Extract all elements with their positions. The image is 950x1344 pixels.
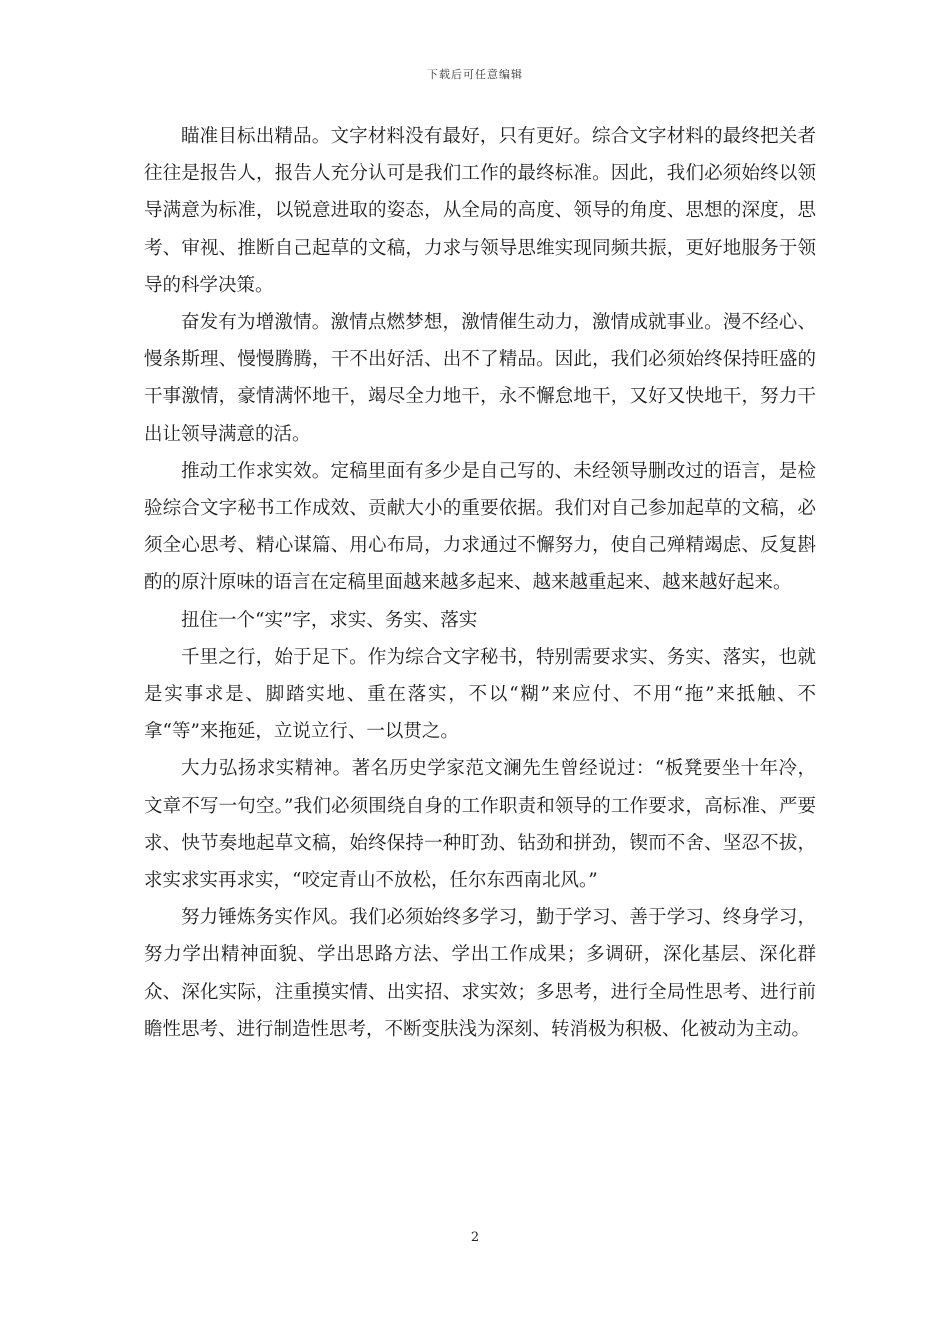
- page-header: 下载后可任意编辑: [427, 68, 523, 81]
- paragraph-journey: 千里之行，始于足下。作为综合文字秘书，特别需要求实、务实、落实，也就是实事求是、脚踏实地、重在落实，不以“糊”来应付、不用“拖”来抵触、不拿“等”来拖延，立说立行、一以贯之。: [144, 646, 816, 743]
- paragraph-style: 努力锤炼务实作风。我们必须始终多学习，勤于学习、善于学习、终身学习，努力学出精神面貌、学出思路方法、学出工作成果；多调研，深化基层、深化群众、深化实际，注重摸实情、出实招、求实效；多思考，进行全局性思考、进行前瞻性思考、进行制造性思考，不断变肤浅为深刻、转消极为积极、化被动为主动。: [144, 907, 816, 1040]
- paragraph-passion: 奋发有为增激情。激情点燃梦想，激情催生动力，激情成就事业。漫不经心、慢条斯理、慢慢腾腾，干不出好活、出不了精品。因此，我们必须始终保持旺盛的干事激情，豪情满怀地干，竭尽全力地干，永不懈怠地干，又好又快地干，努力干出让领导满意的活。: [144, 312, 816, 445]
- page-number: 2: [470, 1230, 480, 1245]
- document-body: [144, 118, 816, 1048]
- section-heading: 扭住一个“实”字，求实、务实、落实: [181, 609, 478, 631]
- paragraph-aim-quality: 瞄准目标出精品。文字材料没有最好，只有更好。综合文字材料的最终把关者往往是报告人，报告人充分认可是我们工作的最终标准。因此，我们必须始终以领导满意为标准，以锐意进取的姿态，从全局的高度、领导的角度、思想的深度，思考、审视、推断自己起草的文稿，力求与领导思维实现同频共振，更好地服务于领导的科学决策。: [144, 126, 816, 296]
- paragraph-spirit: 大力弘扬求实精神。著名历史学家范文澜先生曾经说过：“板凳要坐十年冷，文章不写一句空。”我们必须围绕自身的工作职责和领导的工作要求，高标准、严要求、快节奏地起草文稿，始终保持一种盯劲、钻劲和拼劲，锲而不舍、坚忍不拔，求实求实再求实，“咬定青山不放松，任尔东西南北风。”: [144, 758, 816, 892]
- paragraph-results: 推动工作求实效。定稿里面有多少是自己写的、未经领导删改过的语言，是检验综合文字秘书工作成效、贡献大小的重要依据。我们对自己参加起草的文稿，必须全心思考、精心谋篇、用心布局，力求通过不懈努力，使自己殚精竭虑、反复斟酌的原汁原味的语言在定稿里面越来越多起来、越来越重起来、越来越好起来。: [144, 460, 816, 594]
